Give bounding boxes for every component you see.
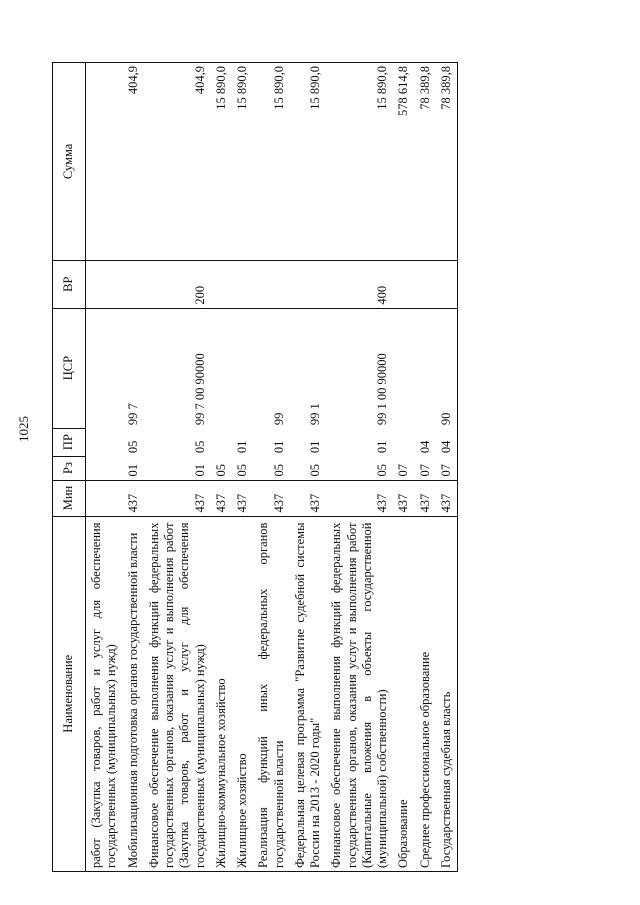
row-pr: 05 <box>125 440 140 454</box>
page-number: 1025 <box>16 416 31 442</box>
row-min: 437 <box>436 480 458 516</box>
row-csr: 90 <box>436 308 458 428</box>
row-rz: 05 <box>271 464 286 477</box>
row-min: 437 <box>232 480 253 516</box>
row-name: Мобилизационная подготовка органов государственной власти <box>123 516 144 871</box>
row-pr <box>86 428 123 456</box>
table-row <box>393 63 414 872</box>
row-min: 437 <box>211 480 232 516</box>
budget-table-container <box>52 62 582 872</box>
row-csr <box>393 308 414 428</box>
row-pr: 01 <box>308 440 322 454</box>
row-rz <box>86 456 123 480</box>
table-row <box>253 63 290 872</box>
row-pr: 04 <box>436 428 458 456</box>
table-header-row <box>53 63 86 872</box>
row-pr: 01 <box>271 440 286 454</box>
row-sum: 404,9 <box>144 63 211 261</box>
table-row <box>86 63 123 872</box>
row-vr <box>123 260 144 308</box>
row-pr <box>211 428 232 456</box>
row-pr: 01 <box>235 440 249 454</box>
row-rz: 05 <box>235 464 249 477</box>
table-row <box>290 63 327 872</box>
row-name: Финансовое обеспечение выполнения функций федеральных государственных органов, оказания услуг и выполнения работ (Капитальные вложения в объекты государственной (муниципальной) собственности) <box>326 516 393 871</box>
header-csr: ЦСР <box>53 308 86 428</box>
header-vr: ВР <box>53 260 86 308</box>
table-row <box>144 63 211 872</box>
row-rz: 07 <box>417 464 432 477</box>
row-vr <box>393 260 414 308</box>
row-rz: 07 <box>436 456 458 480</box>
table-row <box>123 63 144 872</box>
table-row <box>211 63 232 872</box>
row-min: 437 <box>415 480 436 516</box>
row-csr: 99 1 <box>308 403 322 426</box>
row-rz: 05 <box>308 464 322 477</box>
row-sum: 15 890,0 <box>290 63 327 261</box>
row-vr <box>290 260 327 308</box>
row-vr <box>86 260 123 308</box>
row-csr <box>232 308 253 428</box>
row-min: 437 <box>253 480 290 516</box>
row-name: Жилищное хозяйство <box>232 516 253 871</box>
row-pr: 05 <box>192 440 207 454</box>
row-name: Жилищно-коммунальное хозяйство <box>211 516 232 871</box>
header-name: Наименование <box>53 516 86 871</box>
row-csr: 99 <box>271 412 286 426</box>
row-rz: 01 <box>192 464 207 477</box>
row-csr: 99 1 00 90000 <box>375 353 389 426</box>
row-sum: 78 389,8 <box>436 63 458 261</box>
row-vr <box>211 260 232 308</box>
row-min: 437 <box>290 480 327 516</box>
row-sum: 15 890,0 <box>253 63 290 261</box>
row-min: 437 <box>393 480 414 516</box>
row-name: Государственная судебная власть <box>436 516 458 871</box>
row-name: Образование <box>393 516 414 871</box>
header-pr: ПР <box>53 428 86 456</box>
row-rz: 05 <box>213 464 228 477</box>
header-sum: Сумма <box>53 63 86 261</box>
row-vr <box>415 260 436 308</box>
row-sum <box>86 63 123 261</box>
row-min: 437 <box>326 480 393 516</box>
table-row <box>415 63 436 872</box>
header-min: Мин <box>53 480 86 516</box>
budget-table <box>52 62 458 872</box>
row-sum: 15 890,0 <box>232 63 253 261</box>
row-name: работ (Закупка товаров, работ и услуг для обеспечения государственных (муниципальных) нужд) <box>86 516 123 871</box>
table-row <box>232 63 253 872</box>
row-rz: 07 <box>396 464 411 477</box>
row-pr: 01 <box>375 440 389 454</box>
row-vr <box>253 260 290 308</box>
row-sum: 578 614,8 <box>393 63 414 261</box>
row-sum: 15 890,0 <box>211 63 232 261</box>
row-sum: 404,9 <box>123 63 144 261</box>
row-name: Федеральная целевая программа "Развитие судебной системы России на 2013 - 2020 годы" <box>290 516 327 871</box>
row-csr <box>415 308 436 428</box>
row-name: Среднее профессиональное образование <box>415 516 436 871</box>
row-sum: 78 389,8 <box>415 63 436 261</box>
row-sum: 15 890,0 <box>326 63 393 261</box>
row-min <box>86 480 123 516</box>
row-rz: 01 <box>125 464 140 477</box>
row-csr <box>86 308 123 428</box>
row-pr: 04 <box>417 440 432 454</box>
table-row <box>436 63 458 872</box>
row-vr: 400 <box>326 260 393 308</box>
row-csr <box>211 308 232 428</box>
header-rz: Рз <box>53 456 86 480</box>
row-name: Финансовое обеспечение выполнения функций федеральных государственных органов, оказания услуг и выполнения работ (Закупка товаров, работ и услуг для обеспечения государственных (муниципальных) нужд) <box>144 516 211 871</box>
row-rz: 05 <box>375 464 389 477</box>
row-csr: 99 7 00 90000 <box>192 353 207 426</box>
row-csr: 99 7 <box>125 403 140 426</box>
row-pr <box>393 428 414 456</box>
row-min: 437 <box>123 480 144 516</box>
row-vr <box>232 260 253 308</box>
table-row <box>326 63 393 872</box>
row-min: 437 <box>144 480 211 516</box>
row-vr <box>436 260 458 308</box>
row-name: Реализация функций иных федеральных органов государственной власти <box>253 516 290 871</box>
row-vr: 200 <box>144 260 211 308</box>
